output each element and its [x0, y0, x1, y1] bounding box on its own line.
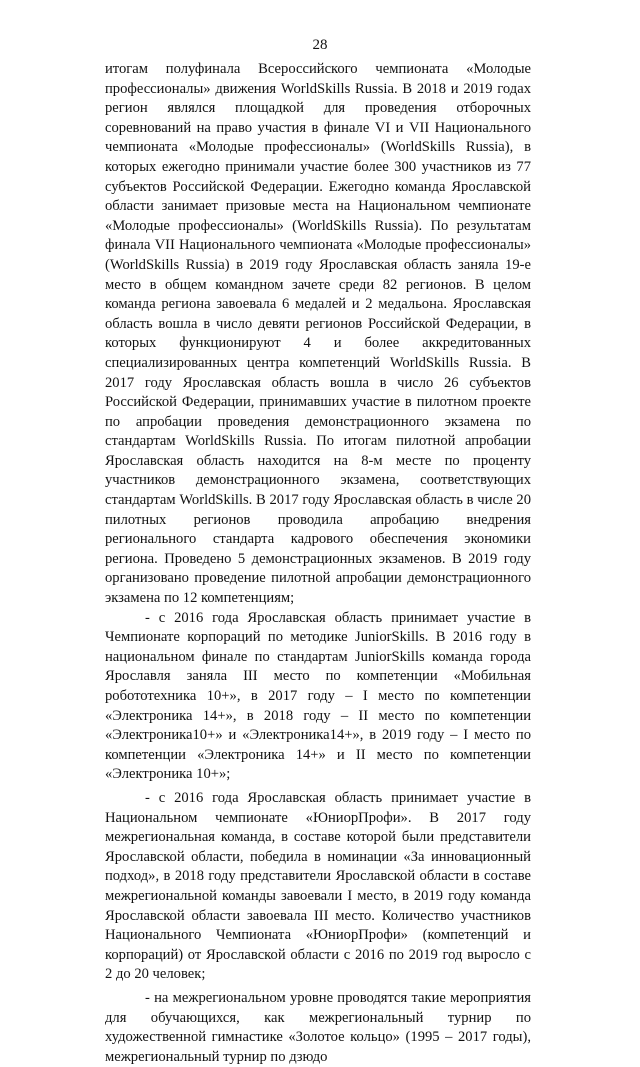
document-body: [105, 60, 531, 1067]
paragraph-juniorprofi: - с 2016 года Ярославская область принимает участие в Национальном чемпионате «ЮниорПрофи». В 2017 году межрегиональная команда, в составе которой были представители Ярославской области, победила в номинации «За инновационный подход», в 2018 году представители Ярославской области в составе межрегиональной команды завоевали I место, в 2019 году команда Ярославской области завоевала III место. Количество участников Национального Чемпионата «ЮниорПрофи» (компетенций и корпораций) от Ярославской области с 2016 по 2019 год выросло с 2 до 20 человек;: [105, 789, 531, 983]
paragraph-worldskills: итогам полуфинала Всероссийского чемпионата «Молодые профессионалы» движения WorldSkills Russia. В 2018 и 2019 годах регион являлся площадкой для проведения отборочных соревнований на право участия в финале VI и VII Национального чемпионата «Молодые профессионалы» (WorldSkills Russia), в которых ежегодно принимали участие более 300 участников из 77 субъектов Российской Федерации. Ежегодно команда Ярославской области занимает призовые места на Национальном чемпионате «Молодые профессионалы» (WorldSkills Russia). По результатам финала VII Национального чемпионата «Молодые профессионалы» (WorldSkills Russia) в 2019 году Ярославская область заняла 19-е место в общем командном зачете среди 82 регионов. В целом команда региона завоевала 6 медалей и 2 медальона. Ярославская область вошла в число девяти регионов Российской Федерации, в которых функционируют 4 и более аккредитованных специализированных центра компетенций WorldSkills Russia. В 2017 году Ярославская область вошла в число 26 субъектов Российской Федерации, принимавших участие в пилотном проекте по апробации проведения демонстрационного экзамена по стандартам WorldSkills Russia. По итогам пилотной апробации Ярославская область находится на 8-м месте по проценту участников демонстрационного экзамена, соответствующих стандартам WorldSkills. В 2017 году Ярославская область в числе 20 пилотных регионов проводила апробацию внедрения регионального стандарта кадрового обеспечения экономики региона. Проведено 5 демонстрационных экзаменов. В 2019 году организовано проведение пилотной апробации демонстрационного экзамена по 12 компетенциям;: [105, 61, 531, 607]
page-number: 28: [312, 37, 328, 53]
paragraph-interregional: - на межрегиональном уровне проводятся такие мероприятия для обучающихся, как межрегиональный турнир по художественной гимнастике «Золотое кольцо» (1995 – 2017 годы), межрегиональный турнир по дзюдо: [105, 989, 531, 1065]
paragraph-juniorskills: - с 2016 года Ярославская область принимает участие в Чемпионате корпораций по методике JuniorSkills. В 2016 году в национальном финале по стандартам JuniorSkills команда города Ярославля заняла III место по компетенции «Мобильная робототехника 10+», в 2017 году – I место по компетенции «Электроника 14+», в 2018 году – II место по компетенции «Электроника10+» и «Электроника14+», в 2019 году – I место по компетенции «Электроника 14+» и II место по компетенции «Электроника 10+»;: [105, 609, 531, 783]
